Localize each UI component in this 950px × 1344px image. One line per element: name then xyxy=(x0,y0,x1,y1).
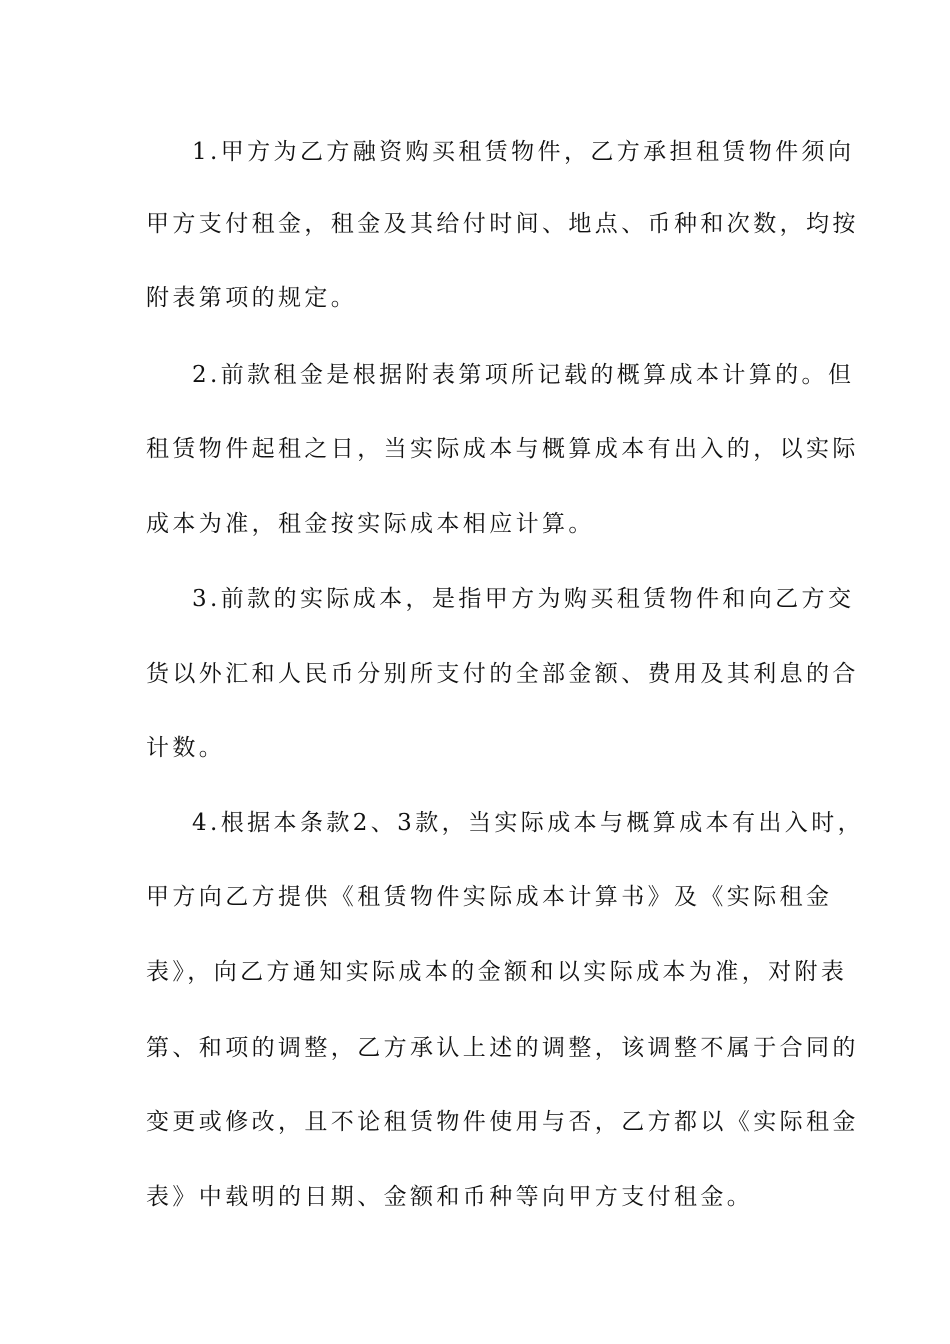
paragraph-4-line-3: 表》，向乙方通知实际成本的金额和以实际成本为准，对附表 xyxy=(146,959,848,985)
paragraph-2-line-3: 成本为准，租金按实际成本相应计算。 xyxy=(146,511,595,537)
paragraph-2-line-2: 租赁物件起租之日，当实际成本与概算成本有出入的，以实际 xyxy=(146,436,859,462)
paragraph-4-line-2: 甲方向乙方提供《租赁物件实际成本计算书》及《实际租金 xyxy=(146,884,833,910)
paragraph-1-line-3: 附表第项的规定。 xyxy=(146,285,358,311)
paragraph-4-line-6: 表》中载明的日期、金额和币种等向甲方支付租金。 xyxy=(146,1184,754,1210)
paragraph-2-line-1: 2.前款租金是根据附表第项所记载的概算成本计算的。但 xyxy=(192,362,855,388)
paragraph-3-line-1: 3.前款的实际成本，是指甲方为购买租赁物件和向乙方交 xyxy=(192,586,855,612)
paragraph-3-line-3: 计数。 xyxy=(146,735,226,761)
paragraph-3-line-2: 货以外汇和人民币分别所支付的全部金额、费用及其利息的合 xyxy=(146,661,859,687)
paragraph-4-line-5: 变更或修改，且不论租赁物件使用与否，乙方都以《实际租金 xyxy=(146,1109,859,1135)
paragraph-4-line-4: 第、和项的调整，乙方承认上述的调整，该调整不属于合同的 xyxy=(146,1035,859,1061)
paragraph-1-line-2: 甲方支付租金，租金及其给付时间、地点、币种和次数，均按 xyxy=(146,211,859,237)
paragraph-4-line-1: 4.根据本条款2、3款，当实际成本与概算成本有出入时， xyxy=(192,810,865,836)
paragraph-1-line-1: 1.甲方为乙方融资购买租赁物件，乙方承担租赁物件须向 xyxy=(192,139,855,165)
